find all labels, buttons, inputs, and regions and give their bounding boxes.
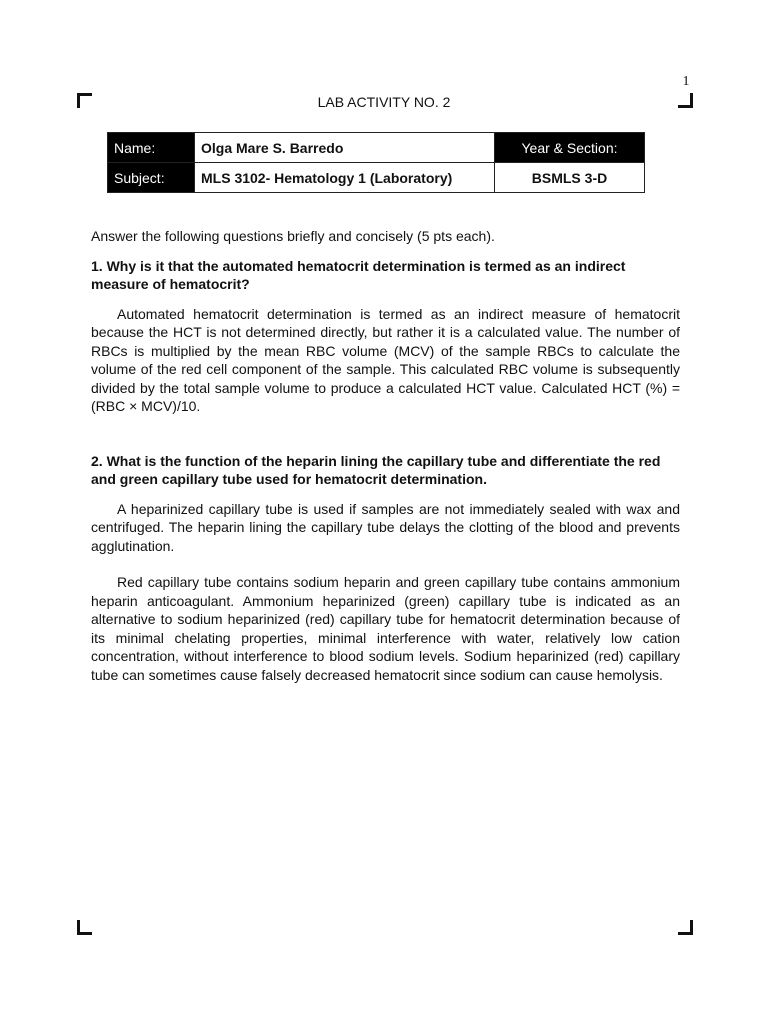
spacer [91, 555, 680, 573]
question-2: 2. What is the function of the heparin lining the capillary tube and differentiate the red and green capillary tube used for hematocrit determination. [91, 452, 661, 487]
info-row-name [108, 133, 645, 163]
name-value: Olga Mare S. Barredo [195, 133, 495, 163]
year-section-value: BSMLS 3-D [495, 163, 645, 193]
answer-1-paragraph-1: Automated hematocrit determination is termed as an indirect measure of hematocrit because the HCT is not determined directly, but rather it is a calculated value. The number of RBCs is multiplied by the mean RBC volume (MCV) of the sample RBCs to calculate the volume of the red cell component of the sample. This calculated RBC volume is subsequently divided by the total sample volume to produce a calculated HCT value. Calculated HCT (%) = (RBC × MCV)/10. [91, 305, 680, 414]
subject-label: Subject: [108, 163, 195, 193]
info-table [107, 132, 645, 193]
corner-mark-bottom-right [678, 920, 693, 935]
instructions: Answer the following questions briefly and concisely (5 pts each). [91, 228, 495, 244]
document-title: LAB ACTIVITY NO. 2 [317, 94, 451, 110]
question-1: 1. Why is it that the automated hematocrit determination is termed as an indirect measure of hematocrit? [91, 257, 626, 292]
answer-2-paragraph-2: Red capillary tube contains sodium heparin and green capillary tube contains ammonium heparin anticoagulant. Ammonium heparinized (green) capillary tube is indicated as an alternative to sodium heparinized (red) capillary tube for hematocrit determination because of its minimal chelating properties, minimal interference with water, relatively low cation concentration, without interference to blood sodium levels. Sodium heparinized (red) capillary tube can sometimes cause falsely decreased hematocrit since sodium can cause hemolysis. [91, 574, 680, 683]
document-body [91, 227, 680, 684]
year-section-label: Year & Section: [495, 133, 645, 163]
answer-2-paragraph-1: A heparinized capillary tube is used if samples are not immediately sealed with wax and centrifuged. The heparin lining the capillary tube delays the clotting of the blood and prevents agglutination. [91, 500, 680, 554]
subject-value: MLS 3102- Hematology 1 (Laboratory) [195, 163, 495, 193]
corner-mark-bottom-left [77, 920, 92, 935]
name-label: Name: [108, 133, 195, 163]
info-row-subject [108, 163, 645, 193]
page-number: 1 [682, 74, 690, 89]
spacer [91, 416, 680, 452]
